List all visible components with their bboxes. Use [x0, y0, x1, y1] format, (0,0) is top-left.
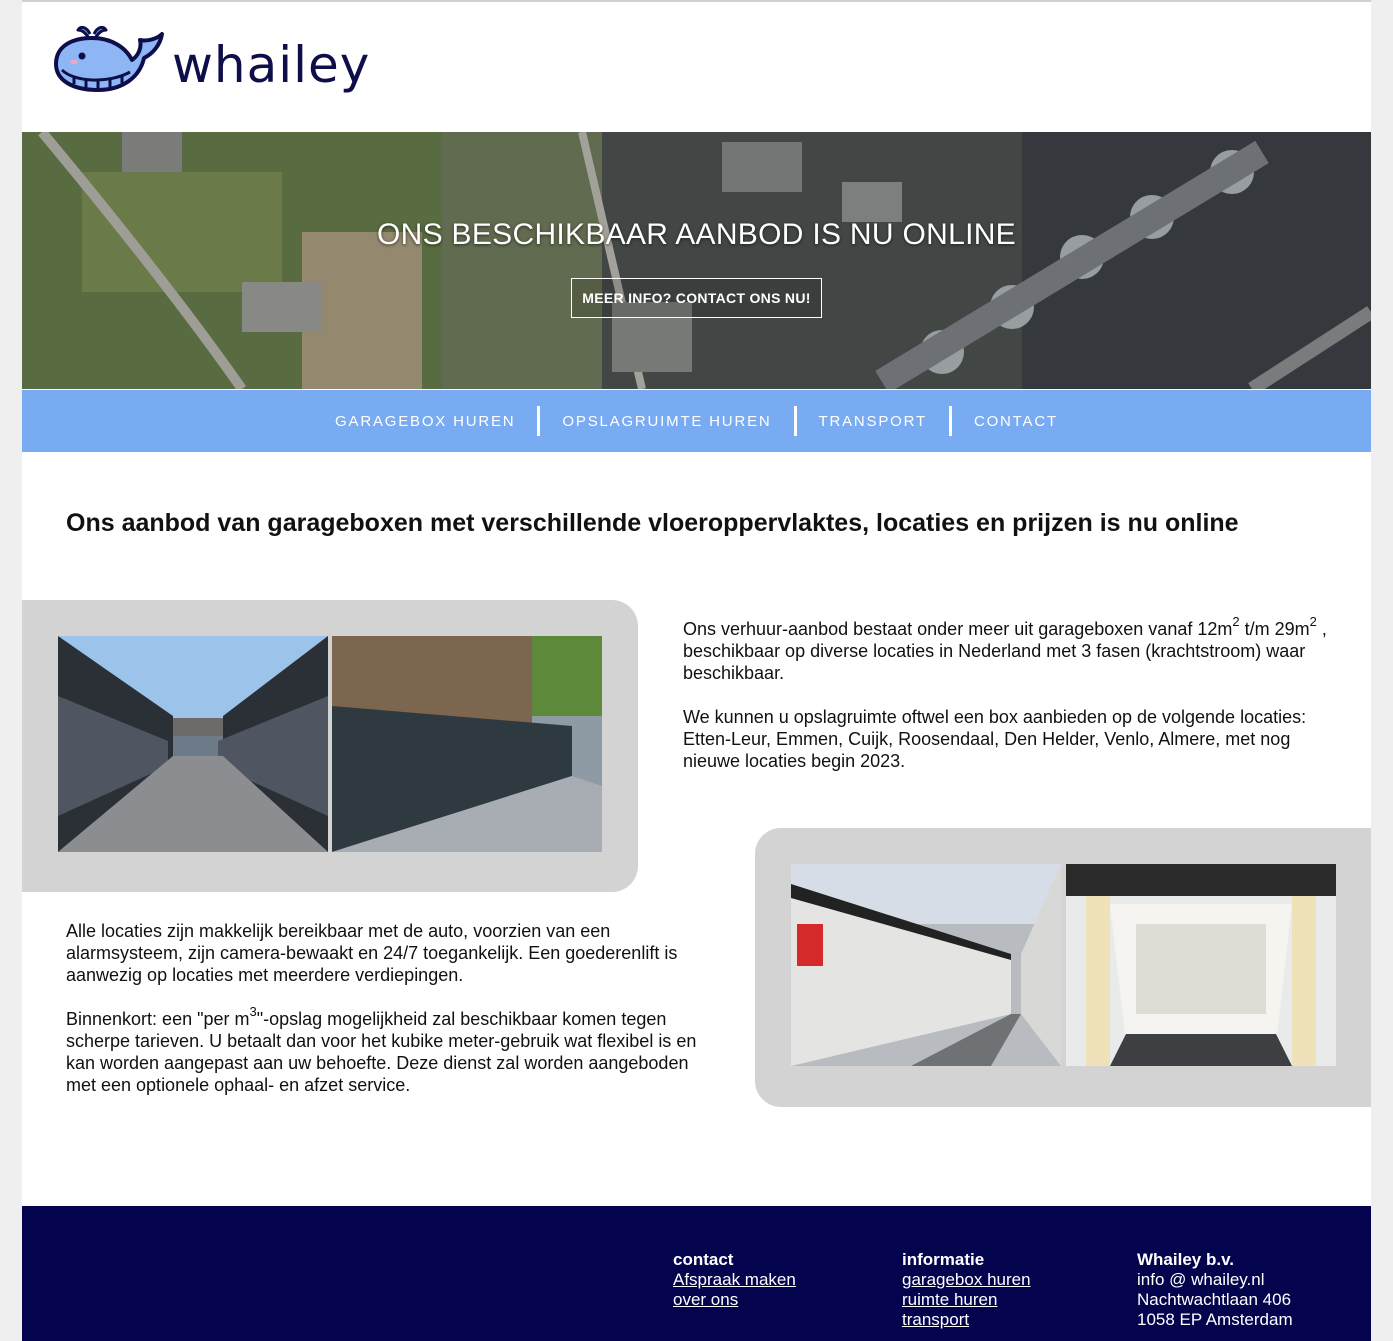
nav-opslagruimte-huren[interactable]: OPSLAGRUIMTE HUREN: [562, 412, 772, 430]
top-border: [22, 0, 1371, 2]
intro-text: [683, 614, 1328, 772]
brand-name: whailey: [172, 36, 371, 94]
photo-gallery-1: [22, 600, 638, 892]
nav-contact[interactable]: CONTACT: [973, 412, 1058, 430]
page: [22, 0, 1371, 1341]
footer-informatie-title: informatie: [902, 1250, 985, 1269]
footer-link-garagebox-huren[interactable]: garagebox huren: [902, 1270, 1031, 1289]
nav-garagebox-huren[interactable]: GARAGEBOX HUREN: [335, 412, 516, 430]
details-text: [66, 920, 716, 1096]
garage-row-photo: [58, 636, 328, 852]
open-garage-photo: [1066, 864, 1336, 1066]
photo-gallery-2: [755, 828, 1371, 1107]
hero-title: ONS BESCHIKBAAR AANBOD IS NU ONLINE: [377, 218, 1016, 251]
garage-facade-photo: [332, 636, 602, 852]
details-paragraph-2: Binnenkort: een "per $m^3$"-opslag mogelijkheid zal beschikbaar komen tegen scherpe tarieven. U betaalt dan voor het kubike meter-gebruik wat flexibel is en kan worden aangepast aan uw behoefte. Deze dienst zal worden aangeboden met een optionele ophaal- en afzet service.: [66, 1004, 697, 1095]
nav-transport[interactable]: TRANSPORT: [818, 412, 927, 430]
footer-link-over-ons[interactable]: over ons: [673, 1290, 739, 1309]
page-heading: Ons aanbod van garageboxen met verschillende vloeroppervlaktes, locaties en prijzen is nu online: [66, 509, 1239, 537]
details-paragraph-1: Alle locaties zijn makkelijk bereikbaar met de auto, voorzien van een alarmsysteem, zijn camera-bewaakt en 24/7 toegankelijk. Een goederenlift is aanwezig op locaties met meerdere verdiepingen.: [66, 921, 678, 985]
footer-link-ruimte-huren[interactable]: ruimte huren: [902, 1290, 998, 1309]
main-nav: [22, 390, 1371, 452]
hero-banner: [22, 132, 1371, 389]
footer-link-afspraak-maken[interactable]: Afspraak maken: [673, 1270, 796, 1289]
contact-cta-button[interactable]: MEER INFO? CONTACT ONS NU!: [571, 278, 822, 318]
footer-link-transport[interactable]: transport: [902, 1310, 970, 1329]
footer: [22, 1206, 1371, 1341]
logo[interactable]: [52, 22, 370, 94]
footer-email: info @ whailey.nl: [1137, 1270, 1265, 1289]
aerial-photo: [22, 132, 1371, 389]
footer-informatie: [902, 1250, 1031, 1330]
footer-contact: [673, 1250, 796, 1310]
footer-street: Nachtwachtlaan 406: [1137, 1290, 1292, 1309]
footer-postcode-city: 1058 EP Amsterdam: [1137, 1310, 1293, 1329]
garage-doors-photo: [791, 864, 1061, 1066]
footer-company-title: Whailey b.v.: [1137, 1250, 1234, 1269]
footer-contact-title: contact: [673, 1250, 734, 1269]
intro-paragraph-1: Ons verhuur-aanbod bestaat onder meer uit garageboxen vanaf $12m^2$ t/m $29m^2$ , beschikbaar op diverse locaties in Nederland met 3 fasen (krachtstroom) waar beschikbaar.: [683, 614, 1327, 683]
intro-paragraph-2: We kunnen u opslagruimte oftwel een box aanbieden op de volgende locaties: Etten-Leur, Emmen, Cuijk, Roosendaal, Den Helder, Venlo, Almere, met nog nieuwe locaties begin 2023.: [683, 707, 1307, 771]
footer-company: [1137, 1250, 1293, 1330]
whale-icon: [52, 22, 166, 94]
